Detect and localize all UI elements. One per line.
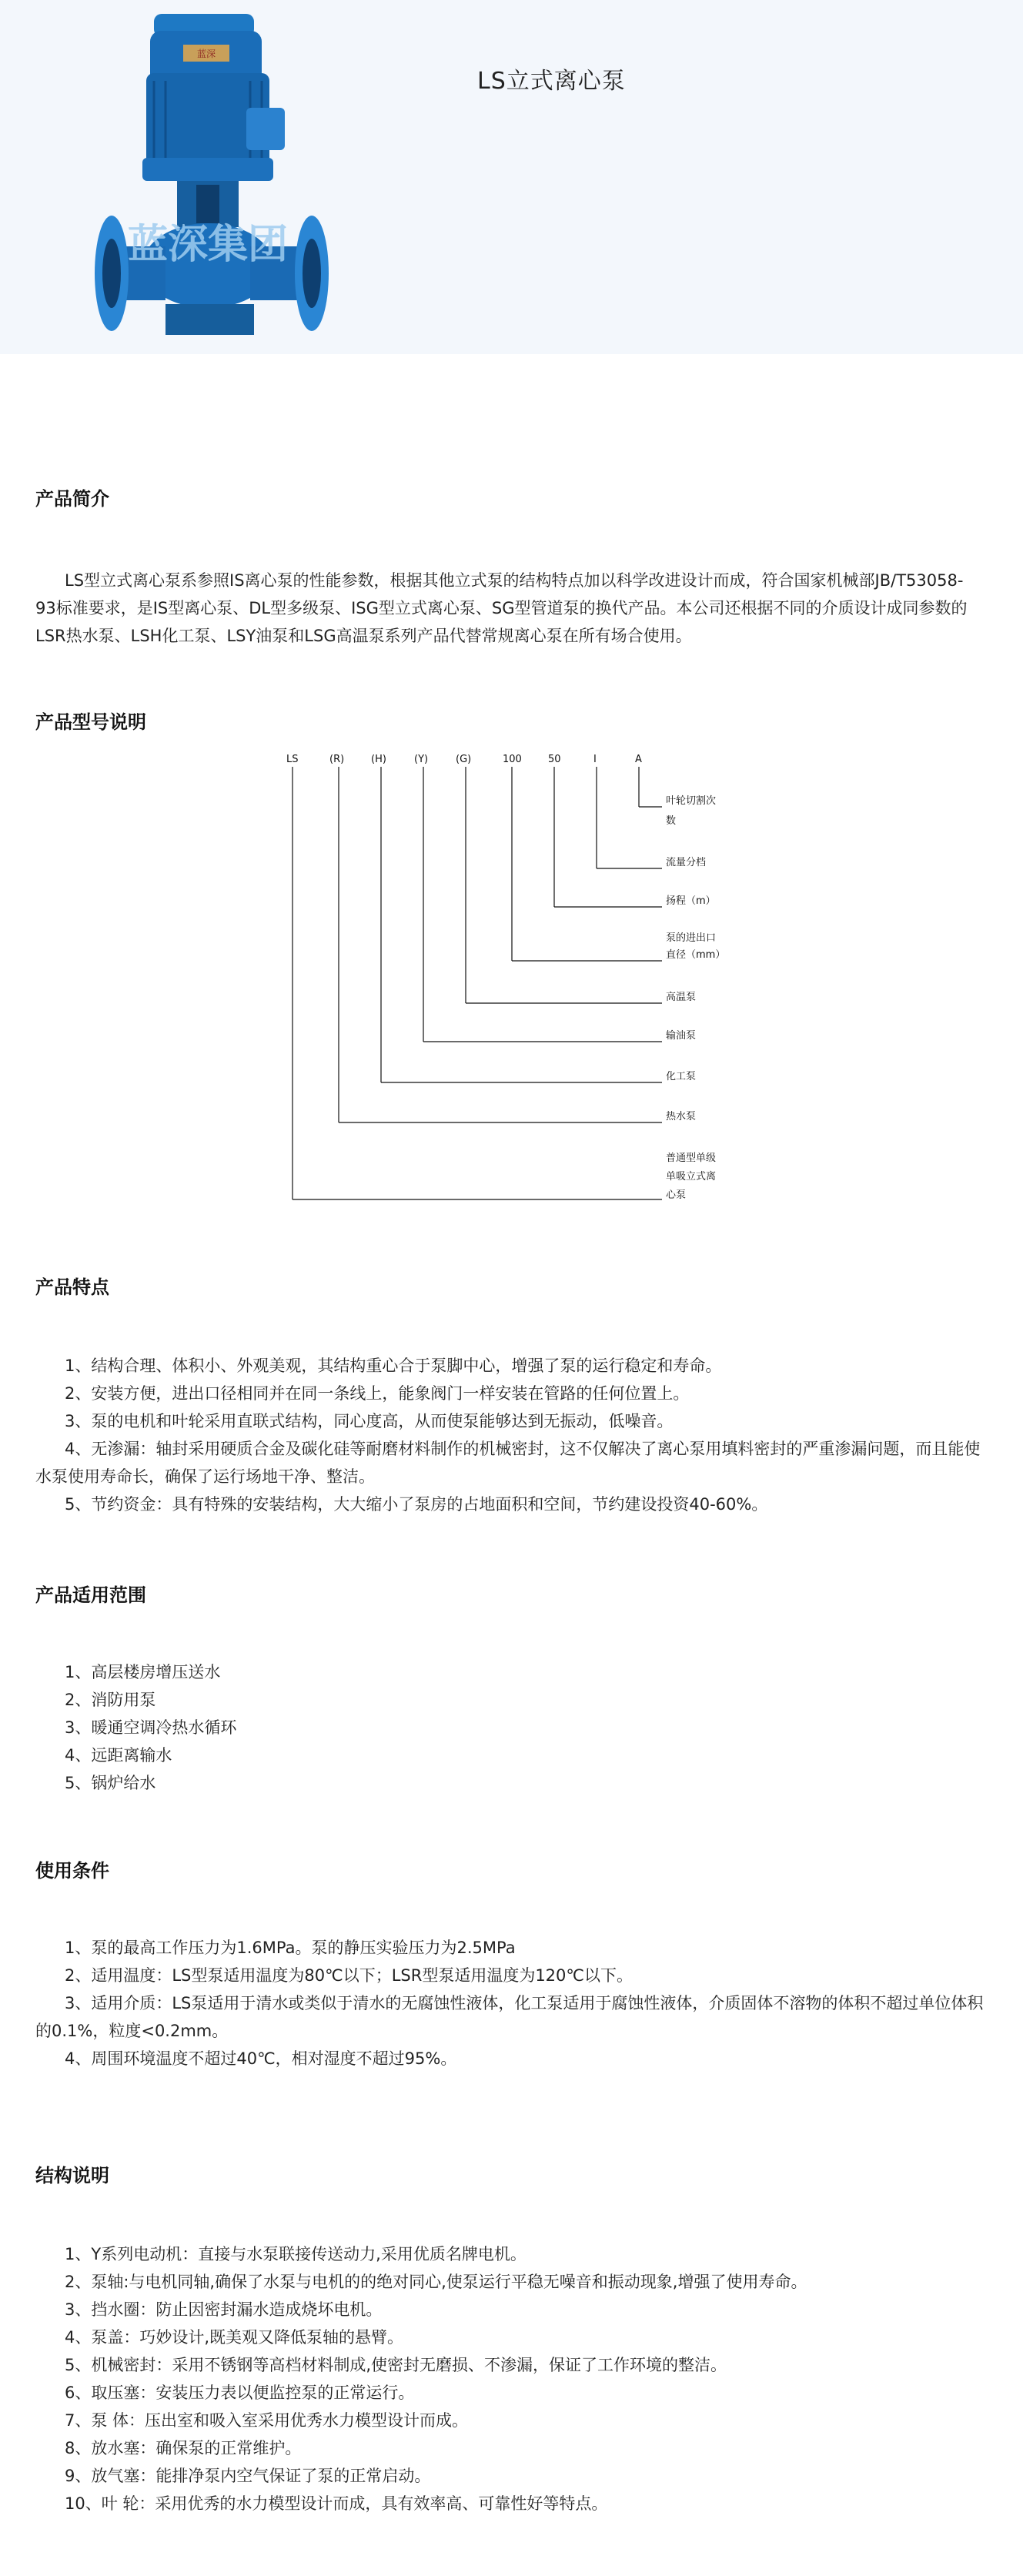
list-item: 4、无渗漏：轴封采用硬质合金及碳化硅等耐磨材料制作的机械密封，这不仅解决了离心泵用填料密封的严重渗漏问题，而且能使水泵使用寿命长，确保了运行场地干净、整洁。 — [35, 1440, 981, 1486]
features-list — [35, 1352, 984, 1518]
label-diameter-1: 泵的进出口 — [666, 932, 717, 944]
label-high-temp: 高温泵 — [666, 992, 697, 1003]
list-item: 3、挡水圈：防止因密封漏水造成烧坏电机。 — [65, 2300, 383, 2319]
section-title-model: 产品型号说明 — [35, 711, 146, 733]
pump-image — [92, 0, 339, 354]
list-item: 5、节约资金：具有特殊的安装结构，大大缩小了泵房的占地面积和空间，节约建设投资40-60%。 — [65, 1495, 768, 1514]
intro-paragraph: LS型立式离心泵系参照IS离心泵的性能参数，根据其他立式泵的结构特点加以科学改进设计而成，符合国家机械部JB/T53058-93标准要求，是IS型离心泵、DL型多级泵、ISG型立式离心泵、SG型管道泵的换代产品。本公司还根据不同的介质设计成同参数的LSR热水泵、LSH化工泵、LSY油泵和LSG高温泵系列产品代替常规离心泵在所有场合使用。 — [35, 571, 968, 645]
code-ls: LS — [286, 754, 299, 765]
code-g: (G) — [456, 754, 472, 765]
model-code-diagram — [277, 753, 754, 1215]
label-flow-grade: 流量分档 — [666, 857, 707, 868]
list-item: 6、取压塞：安装压力表以便监控泵的正常运行。 — [65, 2384, 415, 2402]
list-item: 5、机械密封：采用不锈钢等高档材料制成,使密封无磨损、不渗漏，保证了工作环境的整洁。 — [65, 2356, 727, 2374]
applications-list — [35, 1658, 984, 1797]
label-impeller-cut-1: 叶轮切割次 — [666, 795, 717, 807]
list-item: 1、Y系列电动机：直接与水泵联接传送动力,采用优质名牌电机。 — [65, 2245, 527, 2263]
section-title-conditions: 使用条件 — [35, 1860, 109, 1882]
list-item: 2、泵轴:与电机同轴,确保了水泵与电机的的绝对同心,使泵运行平稳无噪音和振动现象,增强了使用寿命。 — [65, 2273, 807, 2291]
label-impeller-cut-2: 数 — [666, 815, 677, 827]
label-standard-2: 单吸立式离 — [666, 1171, 717, 1183]
list-item: 2、消防用泵 — [65, 1691, 156, 1709]
code-h: (H) — [371, 754, 386, 765]
list-item: 3、暖通空调冷热水循环 — [65, 1718, 237, 1737]
list-item: 3、适用介质：LS泵适用于清水或类似于清水的无腐蚀性液体，化工泵适用于腐蚀性液体，介质固体不溶物的体积不超过单位体积的0.1%，粒度<0.2mm。 — [35, 1994, 984, 2040]
code-y: (Y) — [414, 754, 429, 765]
list-item: 1、泵的最高工作压力为1.6MPa。泵的静压实验压力为2.5MPa — [65, 1939, 516, 1957]
section-title-intro: 产品简介 — [35, 488, 109, 510]
list-item: 1、高层楼房增压送水 — [65, 1663, 221, 1681]
list-item: 4、远距离输水 — [65, 1746, 172, 1765]
list-item: 8、放水塞：确保泵的正常维护。 — [65, 2439, 302, 2457]
list-item: 9、放气塞：能排净泵内空气保证了泵的正常启动。 — [65, 2467, 431, 2485]
label-chemical: 化工泵 — [666, 1071, 697, 1082]
page-title: LS立式离心泵 — [477, 68, 626, 95]
label-oil: 输油泵 — [666, 1030, 697, 1042]
code-a: A — [635, 754, 642, 765]
motor-nameplate-label: 蓝深 — [196, 49, 216, 59]
watermark-text: 蓝深集团 — [127, 221, 289, 268]
code-i: I — [593, 754, 597, 765]
code-50: 50 — [548, 754, 561, 765]
list-item: 2、安装方便，进出口径相同并在同一条线上，能象阀门一样安装在管路的任何位置上。 — [65, 1384, 690, 1403]
list-item: 4、周围环境温度不超过40℃，相对湿度不超过95%。 — [65, 2049, 457, 2068]
product-hero — [0, 0, 1023, 354]
list-item: 3、泵的电机和叶轮采用直联式结构，同心度高，从而使泵能够达到无振动，低噪音。 — [65, 1412, 674, 1430]
structure-list — [35, 2240, 984, 2517]
label-hot-water: 热水泵 — [666, 1111, 697, 1122]
list-item: 2、适用温度：LS型泵适用温度为80℃以下；LSR型泵适用温度为120℃以下。 — [65, 1966, 633, 1985]
section-title-applications: 产品适用范围 — [35, 1584, 146, 1606]
list-item: 5、锅炉给水 — [65, 1774, 156, 1792]
list-item: 7、泵 体：压出室和吸入室采用优秀水力模型设计而成。 — [65, 2411, 469, 2430]
list-item: 10、叶 轮：采用优秀的水力模型设计而成，具有效率高、可靠性好等特点。 — [65, 2494, 608, 2513]
conditions-list — [35, 1934, 984, 2073]
section-title-features: 产品特点 — [35, 1276, 109, 1298]
label-standard-1: 普通型单级 — [666, 1153, 717, 1164]
section-title-structure: 结构说明 — [35, 2165, 109, 2186]
label-head: 扬程（m） — [666, 895, 716, 907]
label-standard-3: 心泵 — [666, 1189, 687, 1201]
code-100: 100 — [503, 754, 522, 765]
code-r: (R) — [329, 754, 345, 765]
list-item: 1、结构合理、体积小、外观美观，其结构重心合于泵脚中心，增强了泵的运行稳定和寿命。 — [65, 1357, 722, 1375]
label-diameter-2: 直径（mm） — [666, 949, 726, 961]
list-item: 4、泵盖：巧妙设计,既美观又降低泵轴的悬臂。 — [65, 2328, 404, 2347]
